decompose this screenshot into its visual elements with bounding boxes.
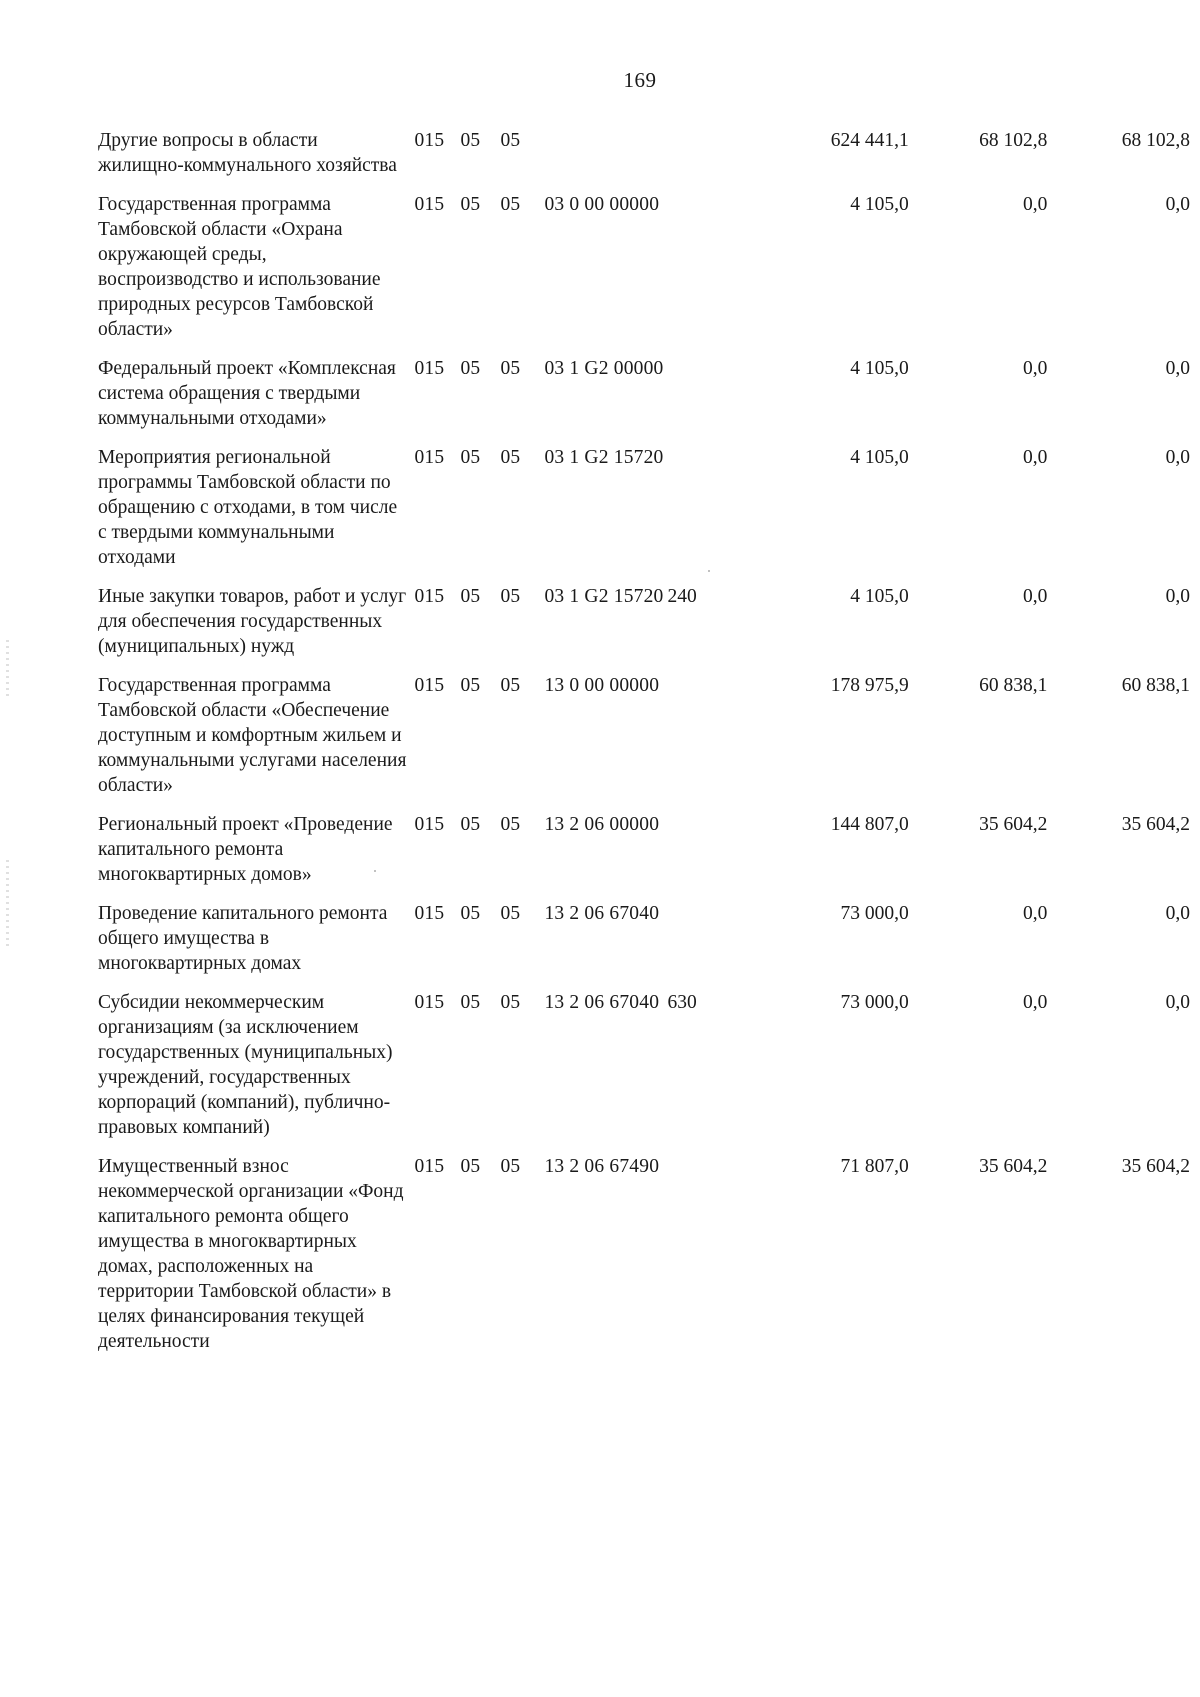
- row-name: Другие вопросы в области жилищно-коммунального хозяйства: [98, 130, 397, 176]
- row-codes: [414, 673, 660, 812]
- row-expense-kind: 240: [667, 586, 697, 607]
- row-amount-1: 71 807,0: [840, 1156, 909, 1177]
- row-amount-2: 68 102,8: [979, 130, 1048, 151]
- row-name: Государственная программа Тамбовской области «Охрана окружающей среды, воспроизводство и использование природных ресурсов Тамбовской области»: [98, 194, 381, 340]
- row-target-article: 13 2 06 00000: [544, 814, 660, 835]
- row-name: Государственная программа Тамбовской области «Обеспечение доступным и комфортным жильем и коммунальными услугами населения области»: [98, 675, 407, 796]
- row-grbs-code: 015: [414, 130, 445, 151]
- row-subsection-code: 05: [500, 903, 521, 924]
- row-grbs-code: 015: [414, 1156, 445, 1177]
- row-grbs-code: 015: [414, 586, 445, 607]
- budget-table-body: [98, 128, 1190, 1368]
- row-target-article: 03 1 G2 15720: [544, 586, 664, 607]
- row-target-article: 13 2 06 67490: [544, 1156, 660, 1177]
- row-expense-kind: [658, 673, 740, 812]
- row-codes: [414, 356, 664, 445]
- row-name: Иные закупки товаров, работ и услуг для обеспечения государственных (муниципальных) нужд: [98, 586, 407, 657]
- row-expense-kind: [658, 812, 740, 901]
- row-amount-1: 4 105,0: [850, 194, 909, 215]
- row-amount-2: 35 604,2: [979, 814, 1048, 835]
- row-amount-2: 0,0: [1022, 447, 1048, 468]
- row-amount-1: 624 441,1: [830, 130, 909, 151]
- row-subsection-code: 05: [500, 586, 521, 607]
- row-name: Мероприятия региональной программы Тамбовской области по обращению с отходами, в том числе с твердыми коммунальными отходами: [98, 447, 398, 568]
- row-subsection-code: 05: [500, 358, 521, 379]
- row-amount-1: 178 975,9: [830, 675, 909, 696]
- row-name: Проведение капитального ремонта общего имущества в многоквартирных домах: [98, 903, 388, 974]
- row-codes: [414, 990, 660, 1154]
- row-section-code: 05: [460, 675, 481, 696]
- row-subsection-code: 05: [500, 194, 521, 215]
- row-amount-3: 0,0: [1165, 358, 1190, 379]
- scan-speck: [374, 870, 376, 872]
- row-target-article: 13 0 00 00000: [544, 675, 660, 696]
- row-expense-kind: [658, 356, 740, 445]
- row-amount-3: 0,0: [1165, 194, 1190, 215]
- row-codes: [414, 584, 664, 673]
- scan-margin-mark: [6, 860, 9, 950]
- row-amount-3: 0,0: [1165, 903, 1190, 924]
- row-section-code: 05: [460, 1156, 481, 1177]
- row-amount-1: 144 807,0: [830, 814, 909, 835]
- row-amount-2: 35 604,2: [979, 1156, 1048, 1177]
- row-section-code: 05: [460, 814, 481, 835]
- row-subsection-code: 05: [500, 447, 521, 468]
- table-row: [98, 1154, 1190, 1368]
- row-name: Имущественный взнос некоммерческой организации «Фонд капитального ремонта общего имущества в многоквартирных домах, расположенных на территории Тамбовской области» в целях финансирования текущей деятельности: [98, 1156, 404, 1352]
- row-amount-1: 4 105,0: [850, 358, 909, 379]
- scan-margin-mark: [6, 640, 9, 700]
- table-row: [98, 584, 1190, 673]
- row-amount-1: 73 000,0: [840, 992, 909, 1013]
- row-subsection-code: 05: [500, 130, 521, 151]
- scan-speck: [708, 570, 710, 572]
- row-name: Региональный проект «Проведение капитального ремонта многоквартирных домов»: [98, 814, 393, 885]
- row-subsection-code: 05: [500, 1156, 521, 1177]
- row-codes: [414, 812, 660, 901]
- row-target-article: 03 0 00 00000: [544, 194, 660, 215]
- row-grbs-code: 015: [414, 194, 445, 215]
- row-section-code: 05: [460, 447, 481, 468]
- row-section-code: 05: [460, 992, 481, 1013]
- row-codes: [414, 1154, 660, 1368]
- table-row: [98, 128, 1190, 192]
- row-codes: [414, 445, 664, 584]
- row-target-article: 13 2 06 67040: [544, 992, 660, 1013]
- row-amount-2: 0,0: [1022, 903, 1048, 924]
- row-amount-3: 68 102,8: [1121, 130, 1190, 151]
- row-name: Субсидии некоммерческим организациям (за исключением государственных (муниципальных) учреждений, государственных корпораций (компаний), публично-правовых компаний): [98, 992, 393, 1138]
- table-row: [98, 901, 1190, 990]
- table-row: [98, 356, 1190, 445]
- row-codes: [414, 128, 657, 192]
- row-subsection-code: 05: [500, 814, 521, 835]
- row-grbs-code: 015: [414, 992, 445, 1013]
- row-section-code: 05: [460, 130, 481, 151]
- row-amount-3: 0,0: [1165, 992, 1190, 1013]
- row-name: Федеральный проект «Комплексная система обращения с твердыми коммунальными отходами»: [98, 358, 396, 429]
- row-subsection-code: 05: [500, 992, 521, 1013]
- row-expense-kind: [658, 128, 740, 192]
- row-section-code: 05: [460, 586, 481, 607]
- row-expense-kind: [658, 192, 740, 356]
- row-expense-kind: [658, 901, 740, 990]
- row-grbs-code: 015: [414, 903, 445, 924]
- table-row: [98, 673, 1190, 812]
- row-amount-2: 0,0: [1022, 358, 1048, 379]
- row-grbs-code: 015: [414, 675, 445, 696]
- row-subsection-code: 05: [500, 675, 521, 696]
- row-amount-3: 35 604,2: [1121, 814, 1190, 835]
- table-row: [98, 812, 1190, 901]
- row-grbs-code: 015: [414, 358, 445, 379]
- row-amount-2: 60 838,1: [979, 675, 1048, 696]
- row-expense-kind: [658, 445, 740, 584]
- row-target-article: 03 1 G2 00000: [544, 358, 664, 379]
- row-amount-2: 0,0: [1022, 194, 1048, 215]
- table-row: [98, 990, 1190, 1154]
- row-section-code: 05: [460, 903, 481, 924]
- table-row: [98, 445, 1190, 584]
- row-amount-3: 60 838,1: [1121, 675, 1190, 696]
- row-section-code: 05: [460, 194, 481, 215]
- row-grbs-code: 015: [414, 447, 445, 468]
- row-amount-3: 35 604,2: [1121, 1156, 1190, 1177]
- row-expense-kind: [658, 1154, 740, 1368]
- row-codes: [414, 901, 660, 990]
- row-amount-2: 0,0: [1022, 586, 1048, 607]
- page-number: 169: [623, 68, 657, 92]
- row-target-article: 13 2 06 67040: [544, 903, 660, 924]
- row-codes: [414, 192, 660, 356]
- row-amount-1: 4 105,0: [850, 447, 909, 468]
- row-amount-2: 0,0: [1022, 992, 1048, 1013]
- row-grbs-code: 015: [414, 814, 445, 835]
- row-section-code: 05: [460, 358, 481, 379]
- table-row: [98, 192, 1190, 356]
- row-amount-1: 4 105,0: [850, 586, 909, 607]
- row-amount-1: 73 000,0: [840, 903, 909, 924]
- row-expense-kind: 630: [667, 992, 697, 1013]
- row-amount-3: 0,0: [1165, 586, 1190, 607]
- row-target-article: 03 1 G2 15720: [544, 447, 664, 468]
- row-amount-3: 0,0: [1165, 447, 1190, 468]
- budget-table: [98, 128, 1190, 1368]
